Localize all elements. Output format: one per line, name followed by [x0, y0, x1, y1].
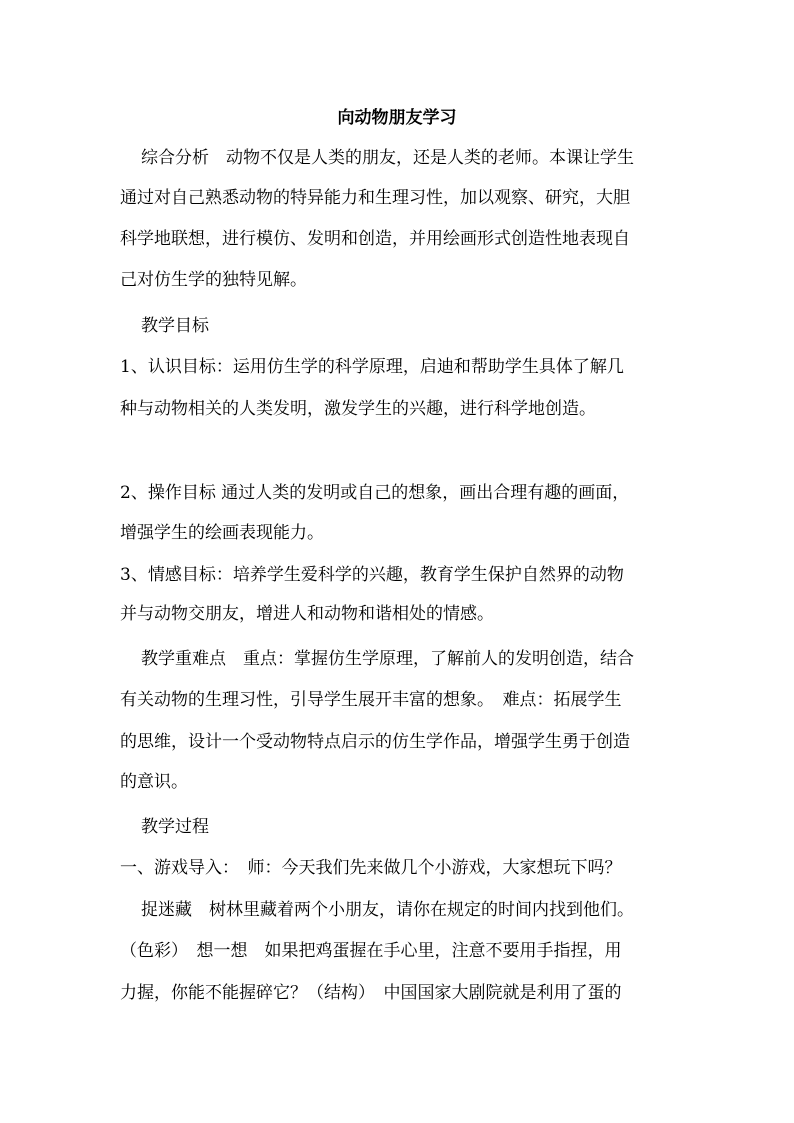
section-heading: 教学目标 [141, 316, 209, 336]
paragraph-line: 种与动物相关的人类发明，激发学生的兴趣，进行科学地创造。 [120, 399, 596, 419]
paragraph-line: 有关动物的生理习性，引导学生展开丰富的想象。 难点：拓展学生 [120, 690, 622, 710]
paragraph-line: （色彩） 想一想 如果把鸡蛋握在手心里，注意不要用手指捏，用 [120, 941, 622, 961]
paragraph-line: 一、游戏导入： 师：今天我们先来做几个小游戏，大家想玩下吗？ [120, 858, 622, 878]
paragraph-line: 的思维，设计一个受动物特点启示的仿生学作品，增强学生勇于创造 [120, 732, 630, 752]
paragraph-line: 教学重难点 重点：掌握仿生学原理，了解前人的发明创造，结合 [141, 649, 634, 669]
paragraph-line: 力握，你能不能握碎它？（结构） 中国国家大剧院就是利用了蛋的 [120, 983, 622, 1003]
paragraph-line: 通过对自己熟悉动物的特异能力和生理习性，加以观察、研究，大胆 [120, 188, 630, 208]
paragraph-line: 增强学生的绘画表现能力。 [120, 523, 324, 543]
paragraph-line: 科学地联想，进行模仿、发明和创造，并用绘画形式创造性地表现自 [120, 229, 630, 249]
paragraph-line: 3、情感目标：培养学生爱科学的兴趣，教育学生保护自然界的动物 [120, 565, 624, 585]
paragraph-line: 己对仿生学的独特见解。 [120, 270, 307, 290]
section-heading: 教学过程 [141, 817, 209, 837]
paragraph-line: 综合分析 动物不仅是人类的朋友，还是人类的老师。本课让学生 [141, 148, 634, 168]
paragraph-line: 2、操作目标 通过人类的发明或自己的想象，画出合理有趣的画面， [120, 483, 630, 503]
paragraph-line: 的意识。 [120, 772, 188, 792]
paragraph-line: 捉迷藏 树林里藏着两个小朋友，请你在规定的时间内找到他们。 [141, 900, 634, 920]
paragraph-line: 并与动物交朋友，增进人和动物和谐相处的情感。 [120, 604, 494, 624]
paragraph-line: 1、认识目标：运用仿生学的科学原理，启迪和帮助学生具体了解几 [120, 357, 624, 377]
document-title: 向动物朋友学习 [337, 108, 457, 128]
